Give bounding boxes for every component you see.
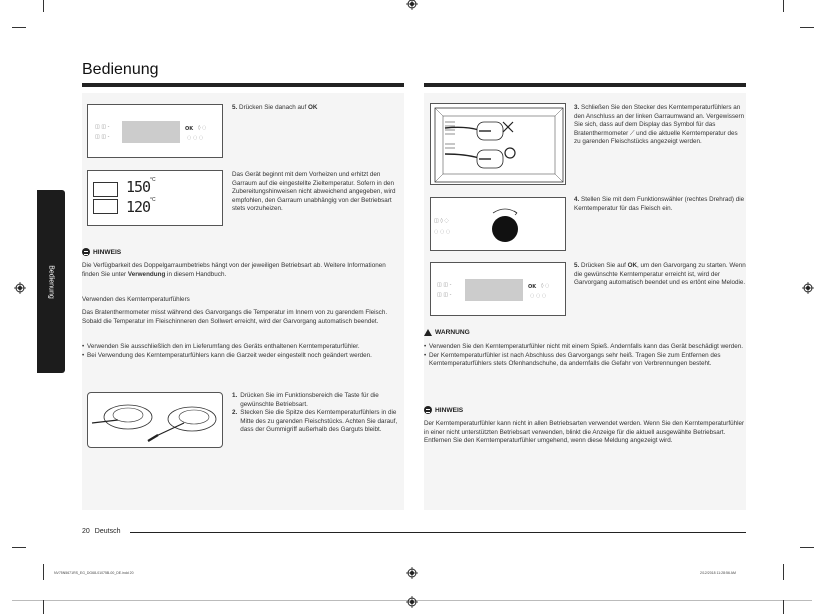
step-4: [574, 196, 746, 213]
section-text: Das Bratenthermometer misst während des Garvorgangs die Temperatur im Innern von zu garendem Fleisch. Sobald die Temperatur im Fleischinneren den Sollwert erreicht, wird der Garvorgang automatisch beendet.: [82, 309, 388, 325]
panel-icons: ◫ ◫ -: [95, 124, 110, 130]
side-tab: [37, 190, 65, 373]
panel-icons: ◌ ◌ ◌: [434, 229, 451, 235]
footer-language: Deutsch: [94, 528, 121, 535]
step-5: [232, 104, 402, 113]
step-number: 1.: [232, 392, 238, 399]
crop-mark: [800, 547, 814, 548]
crop-mark: [800, 27, 814, 28]
step-1: [232, 392, 404, 409]
note-icon: [424, 406, 432, 414]
registration-mark-icon: [406, 596, 418, 608]
list-item: • Bei Verwendung des Kerntemperaturfühlers kann die Garzeit weder eingestellt noch geändert werden.: [82, 352, 382, 361]
section-heading: Verwenden des Kerntemperaturfühlers: [82, 296, 190, 303]
ok-key: OK: [307, 104, 318, 111]
timestamp: 2/12/2018 11:28:56 AM: [700, 571, 736, 575]
crop-mark: [783, 600, 784, 614]
footer-rule: [130, 532, 746, 533]
step-text: Drücken Sie im Funktionsbereich die Taste für die gewünschte Betriebsart.: [240, 392, 379, 408]
panel-icons: ◫ ◫ -: [95, 134, 110, 140]
note-text-b: in diesem Handbuch.: [165, 270, 227, 278]
panel-icons: ◌ ◌ ◌: [187, 135, 204, 141]
panel-icons: ◌ ◌ ◌: [530, 293, 547, 299]
meat-probe-icon: [88, 393, 224, 449]
header-rule: [424, 83, 746, 87]
warning-icon: [424, 329, 432, 336]
upper-temp: 150: [126, 178, 151, 196]
thermometer-icon: ⟋: [630, 129, 635, 137]
panel-icons: ◊ ◌: [541, 283, 550, 289]
panel-icons: ◊ ◌: [198, 125, 207, 131]
note-text: [82, 262, 400, 279]
lower-temp: 120: [126, 198, 151, 216]
header-rule: [82, 83, 404, 87]
list-item: • Der Kerntemperaturfühler ist nach Abschluss des Garvorgangs sehr heiß. Tragen Sie zum Entfernen des Kerntemperaturfühlers stets Ofenhandschuhe, da andernfalls die Gefahr von Verbrennungen besteht.: [424, 352, 746, 369]
crop-mark: [43, 564, 44, 580]
temperature-display-illustration: [87, 170, 223, 226]
steps-left: [232, 392, 404, 435]
note-heading: [424, 406, 463, 414]
step-text: Drücken Sie auf: [581, 262, 628, 269]
step-number: 2.: [232, 409, 238, 417]
crop-mark: [43, 0, 44, 12]
panel-icons: ◫ ◫ -: [437, 282, 452, 288]
preheat-text: Das Gerät beginnt mit dem Vorheizen und erhitzt den Garraum auf die eingestellte Zieltemperatur. Sofern in den Zubereitungshinweisen nicht abweichend angegeben, wird empfohlen, den Garraum unabhängig von der Betriebsart stets vorzuheizen.: [232, 171, 396, 213]
step-text: Stellen Sie mit dem Funktionswähler (rechtes Drehrad) die Kerntemperatur für das Fleisch ein.: [574, 196, 745, 212]
note-icon: [82, 248, 90, 256]
lower-temp-unit: °C: [150, 197, 156, 203]
lcd-display: [465, 279, 523, 301]
note-text: Der Kerntemperaturfühler kann nicht in allen Betriebsarten verwendet werden. Wenn Sie den Kerntemperaturfühler in einer nicht unterstützten Betriebsart verwenden, blinkt die Anzeige für die aktuell ausgewählte Betriebsart. Entfernen Sie den Kerntemperaturfühler umgehend, wenn diese Meldung angezeigt wird.: [424, 420, 745, 445]
registration-mark-icon: [406, 567, 418, 579]
note-heading-text: HINWEIS: [93, 248, 122, 256]
page-number: 20: [82, 528, 90, 535]
note-text-a: Die Verfügbarkeit des Doppelgarraumbetriebs hängt von der jeweiligen Betriebsart ab. Weitere Informationen finden Sie unter: [82, 262, 386, 278]
note-link[interactable]: Verwendung: [127, 270, 166, 278]
step-number: 4.: [574, 196, 580, 203]
warning-heading-text: WARNUNG: [435, 329, 470, 336]
page-footer: [82, 528, 120, 535]
crop-mark: [12, 27, 26, 28]
page-title: Bedienung: [82, 61, 159, 78]
upper-cavity-icon: [93, 182, 118, 197]
knob-illustration: [430, 197, 566, 251]
step-number: 5.: [232, 104, 238, 111]
lcd-display: [122, 121, 180, 143]
control-panel-illustration: [87, 104, 223, 158]
crop-mark: [43, 600, 44, 614]
step-3: [574, 104, 746, 147]
oven-cavity-illustration: [430, 103, 566, 185]
ok-label: OK: [185, 126, 194, 132]
step-2: [232, 409, 404, 435]
lower-cavity-icon: [93, 199, 118, 214]
crop-mark: [783, 564, 784, 580]
note-heading-text: HINWEIS: [435, 406, 464, 414]
list-item: • Verwenden Sie ausschließlich den im Lieferumfang des Geräts enthaltenen Kerntemperaturfühler.: [82, 343, 382, 352]
meat-probe-illustration: [87, 392, 223, 448]
step-5-right: [574, 262, 746, 288]
warning-heading: [424, 329, 470, 336]
step-number: 5.: [574, 262, 580, 269]
step-text: und die aktuelle Kerntemperatur des zu garenden Fleischstücks angezeigt werden.: [574, 129, 738, 146]
control-panel-illustration: [430, 262, 566, 316]
registration-mark-icon: [802, 282, 814, 294]
side-tab-label: Bedienung: [47, 264, 55, 299]
registration-mark-icon: [14, 282, 26, 294]
note-heading: [82, 248, 121, 256]
ok-key: OK: [627, 262, 638, 269]
step-text: Stecken Sie die Spitze des Kerntemperaturfühlers in die Mitte des zu garenden Fleischstücks. Achten Sie darauf, dass der Gummigriff außerhalb des Garguts bleibt.: [240, 409, 398, 434]
panel-icons: ◫ ◊ ◌: [434, 218, 449, 224]
section-bullets: [82, 343, 382, 360]
upper-temp-unit: °C: [150, 177, 156, 183]
list-item: • Verwenden Sie den Kerntemperaturfühler nicht mit einem Spieß. Andernfalls kann das Gerät beschädigt werden.: [424, 343, 746, 352]
file-info: NV75N5671RS_EG_DG68-01075B-00_DE.indd 20: [54, 571, 134, 575]
step-text: , um den Garvorgang zu starten. Wenn die gewünschte Kerntemperatur erreicht ist, wird der Garvorgang automatisch beendet und es ertönt eine Melodie.: [574, 262, 746, 287]
selector-knob-icon[interactable]: [487, 205, 523, 245]
ok-label: OK: [528, 284, 537, 290]
step-text: Drücken Sie danach auf: [239, 104, 308, 111]
step-number: 3.: [574, 104, 580, 111]
oven-probe-socket-icon: [431, 104, 567, 186]
crop-mark: [12, 547, 26, 548]
step-text: Schließen Sie den Stecker des Kerntemperaturfühlers an den Anschluss an der linken Garraumwand an. Vergewissern Sie sich, dass auf dem Display das Symbol für das Bratenthermometer: [574, 104, 745, 137]
registration-mark-icon: [406, 0, 418, 10]
panel-icons: ◫ ◫ -: [437, 292, 452, 298]
crop-mark: [783, 0, 784, 12]
warning-bullets: [424, 343, 746, 369]
